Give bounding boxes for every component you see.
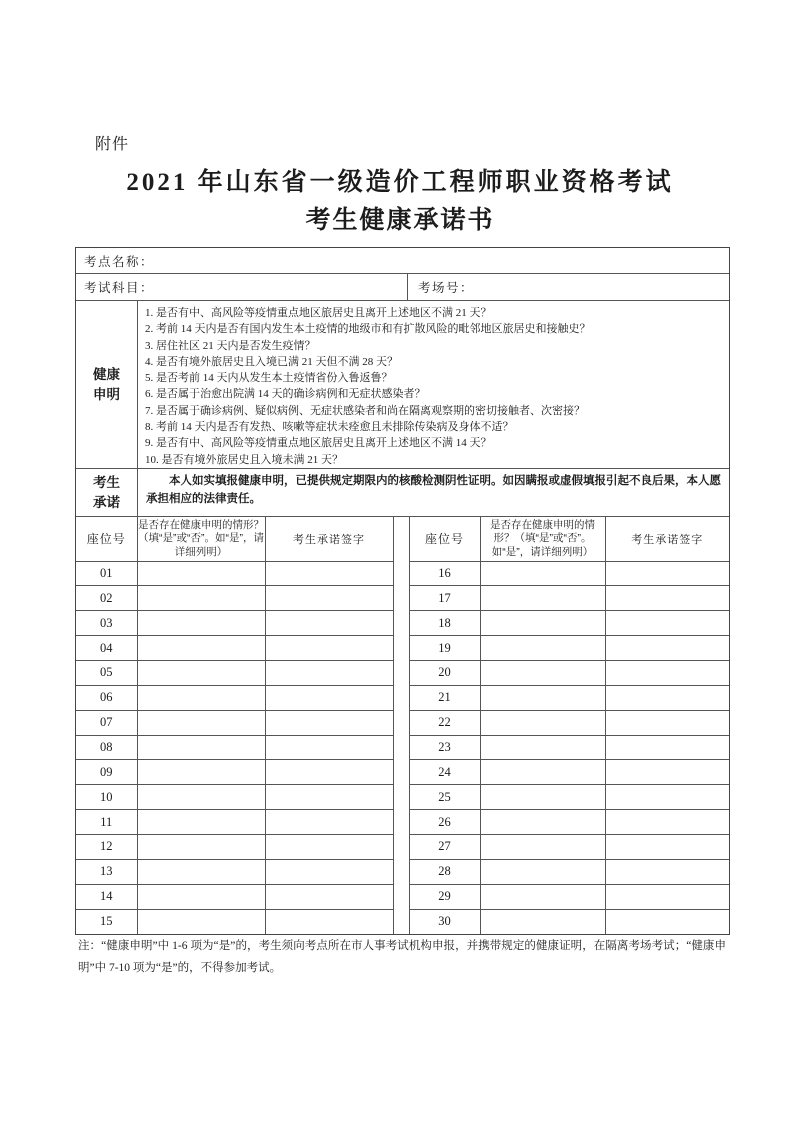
condition-entry-cell (137, 810, 265, 835)
seat-column-header: 座位号 (409, 517, 480, 561)
seat-row (409, 586, 729, 611)
seat-number: 04 (76, 636, 137, 661)
signature-entry-cell (265, 660, 393, 685)
signature-entry-cell (605, 810, 729, 835)
seat-number: 24 (409, 760, 480, 785)
seat-number: 15 (76, 909, 137, 934)
signature-entry-cell (605, 785, 729, 810)
health-item: 7. 是否属于确诊病例、疑似病例、无症状感染者和尚在隔离观察期的密切接触者、次密接？ (145, 404, 585, 417)
commitment-section-label-cell (76, 469, 138, 516)
seat-number: 14 (76, 884, 137, 909)
seat-row (409, 760, 729, 785)
condition-entry-cell (137, 834, 265, 859)
condition-entry-cell (480, 561, 605, 586)
condition-entry-cell (137, 859, 265, 884)
condition-entry-cell (137, 909, 265, 934)
seat-table-left-header (76, 517, 393, 561)
condition-entry-cell (480, 660, 605, 685)
condition-entry-cell (480, 785, 605, 810)
signature-entry-cell (265, 785, 393, 810)
health-item: 5. 是否考前 14 天内从发生本土疫情省份入鲁返鲁？ (145, 372, 393, 385)
seat-row (409, 810, 729, 835)
commitment-row (76, 469, 729, 517)
seat-row (76, 660, 393, 685)
signature-entry-cell (605, 636, 729, 661)
signature-entry-cell (265, 586, 393, 611)
condition-column-header: 是否存在健康申明的情形？（填“是”或“否”。如“是”，请详细列明） (137, 517, 265, 561)
seat-row (76, 785, 393, 810)
seat-number: 18 (409, 611, 480, 636)
condition-entry-cell (137, 884, 265, 909)
seat-number: 13 (76, 859, 137, 884)
signature-entry-cell (605, 685, 729, 710)
seat-row (409, 785, 729, 810)
seat-row (76, 859, 393, 884)
signature-entry-cell (605, 586, 729, 611)
condition-entry-cell (480, 611, 605, 636)
condition-entry-cell (480, 685, 605, 710)
seat-table-right-header (409, 517, 729, 561)
signature-entry-cell (605, 909, 729, 934)
condition-entry-cell (137, 685, 265, 710)
signature-column-header: 考生承诺签字 (265, 517, 393, 561)
seat-number: 11 (76, 810, 137, 835)
signature-entry-cell (605, 760, 729, 785)
health-item: 2. 考前 14 天内是否有国内发生本土疫情的地级市和有扩散风险的毗邻地区旅居史和接触史？ (145, 323, 591, 336)
condition-entry-cell (137, 760, 265, 785)
health-item: 3. 居住社区 21 天内是否发生疫情？ (145, 339, 316, 352)
seat-row (76, 909, 393, 934)
seat-row (409, 561, 729, 586)
seat-row (76, 685, 393, 710)
signature-entry-cell (265, 909, 393, 934)
seat-number: 29 (409, 884, 480, 909)
signature-entry-cell (605, 611, 729, 636)
condition-entry-cell (480, 884, 605, 909)
seat-number: 05 (76, 660, 137, 685)
condition-entry-cell (137, 660, 265, 685)
commitment-section-label: 考生承诺 (93, 474, 120, 510)
signature-entry-cell (265, 710, 393, 735)
seat-number: 16 (409, 561, 480, 586)
exam-subject-row (76, 274, 729, 301)
seat-row (409, 909, 729, 934)
seat-row (409, 660, 729, 685)
seat-row (76, 636, 393, 661)
seat-number: 23 (409, 735, 480, 760)
signature-entry-cell (605, 735, 729, 760)
condition-entry-cell (480, 735, 605, 760)
seat-row (76, 760, 393, 785)
title-line-1: 2021 年山东省一级造价工程师职业资格考试 (126, 169, 674, 196)
condition-entry-cell (480, 636, 605, 661)
condition-entry-cell (137, 735, 265, 760)
attachment-label: 附件 (95, 136, 130, 153)
exam-site-row (76, 248, 729, 274)
table-gap-divider (394, 517, 409, 934)
seat-number: 12 (76, 834, 137, 859)
signature-entry-cell (265, 636, 393, 661)
seat-number: 26 (409, 810, 480, 835)
seat-row (409, 636, 729, 661)
seat-row (409, 710, 729, 735)
health-section-label: 健康申明 (93, 366, 120, 402)
signature-entry-cell (265, 884, 393, 909)
seat-row (409, 685, 729, 710)
signature-entry-cell (605, 561, 729, 586)
document-title (0, 164, 800, 240)
signature-entry-cell (605, 859, 729, 884)
title-line-2: 考生健康承诺书 (305, 207, 495, 234)
condition-column-header: 是否存在健康申明的情形？（填“是”或“否”。如“是”，请详细列明） (480, 517, 605, 561)
health-item: 1. 是否有中、高风险等疫情重点地区旅居史且离开上述地区不满 21 天？ (145, 307, 492, 319)
seat-row (76, 884, 393, 909)
health-item: 6. 是否属于治愈出院满 14 天的确诊病例和无症状感染者？ (145, 388, 426, 401)
seat-number: 17 (409, 586, 480, 611)
health-declaration-row (76, 301, 729, 469)
seat-number: 08 (76, 735, 137, 760)
seat-number: 22 (409, 710, 480, 735)
signature-entry-cell (265, 611, 393, 636)
signature-entry-cell (605, 834, 729, 859)
condition-entry-cell (480, 834, 605, 859)
health-item: 10. 是否有境外旅居史且入境未满 21 天？ (145, 453, 343, 466)
seat-table-left (76, 517, 394, 934)
health-item: 9. 是否有中、高风险等疫情重点地区旅居史且离开上述地区不满 14 天？ (145, 437, 492, 450)
signature-column-header: 考生承诺签字 (605, 517, 729, 561)
exam-room-cell (408, 274, 729, 300)
health-item: 8. 考前 14 天内是否有发热、咳嗽等症状未痊愈且未排除传染病及身体不适？ (145, 421, 514, 434)
seat-row (76, 834, 393, 859)
seat-number: 27 (409, 834, 480, 859)
seat-number: 10 (76, 785, 137, 810)
seat-number: 06 (76, 685, 137, 710)
seat-number: 02 (76, 586, 137, 611)
condition-entry-cell (480, 810, 605, 835)
seat-row (76, 810, 393, 835)
signature-entry-cell (605, 710, 729, 735)
signature-entry-cell (265, 735, 393, 760)
condition-entry-cell (480, 586, 605, 611)
health-item: 4. 是否有境外旅居史且入境已满 21 天但不满 28 天？ (145, 355, 398, 368)
seat-number: 07 (76, 710, 137, 735)
seat-number: 25 (409, 785, 480, 810)
health-form-table (75, 247, 730, 935)
health-items-list (138, 301, 729, 468)
seat-number: 09 (76, 760, 137, 785)
seat-table-right (409, 517, 730, 934)
signature-entry-cell (605, 660, 729, 685)
seat-row (76, 561, 393, 586)
signature-entry-cell (265, 561, 393, 586)
condition-entry-cell (137, 611, 265, 636)
seat-number: 28 (409, 859, 480, 884)
signature-entry-cell (265, 685, 393, 710)
condition-entry-cell (137, 785, 265, 810)
exam-site-label: 考点名称： (84, 254, 155, 269)
seat-number: 30 (409, 909, 480, 934)
condition-entry-cell (137, 586, 265, 611)
signature-entry-cell (265, 834, 393, 859)
seat-row (76, 611, 393, 636)
condition-entry-cell (480, 859, 605, 884)
health-section-label-cell (76, 301, 138, 468)
condition-entry-cell (480, 760, 605, 785)
seat-row (76, 710, 393, 735)
signature-entry-cell (605, 884, 729, 909)
exam-subject-cell (76, 274, 408, 300)
signature-entry-cell (265, 810, 393, 835)
seat-number: 21 (409, 685, 480, 710)
signature-entry-cell (265, 760, 393, 785)
footer-note: 注：“健康申明”中 1-6 项为“是”的，考生须向考点所在市人事考试机构申报，并携带规定的健康证明，在隔离考场考试；“健康申明”中 7-10 项为“是”的，不得参加考试。 (78, 940, 726, 974)
seat-row (409, 859, 729, 884)
seat-number: 03 (76, 611, 137, 636)
seat-number: 01 (76, 561, 137, 586)
seat-row (409, 834, 729, 859)
signature-entry-cell (265, 859, 393, 884)
condition-entry-cell (137, 710, 265, 735)
seat-column-header: 座位号 (76, 517, 137, 561)
condition-entry-cell (480, 710, 605, 735)
seat-row (409, 735, 729, 760)
condition-entry-cell (137, 636, 265, 661)
seat-row (76, 735, 393, 760)
seat-row (409, 611, 729, 636)
seat-row (409, 884, 729, 909)
commitment-text: 本人如实填报健康申明，已提供规定期限内的核酸检测阴性证明。如因瞒报或虚假填报引起不良后果，本人愿承担相应的法律责任。 (146, 475, 721, 505)
exam-room-label: 考场号： (418, 281, 475, 295)
exam-subject-label: 考试科目： (84, 281, 155, 295)
seat-tables-row (76, 517, 729, 934)
seat-row (76, 586, 393, 611)
condition-entry-cell (137, 561, 265, 586)
condition-entry-cell (480, 909, 605, 934)
seat-number: 20 (409, 660, 480, 685)
seat-number: 19 (409, 636, 480, 661)
